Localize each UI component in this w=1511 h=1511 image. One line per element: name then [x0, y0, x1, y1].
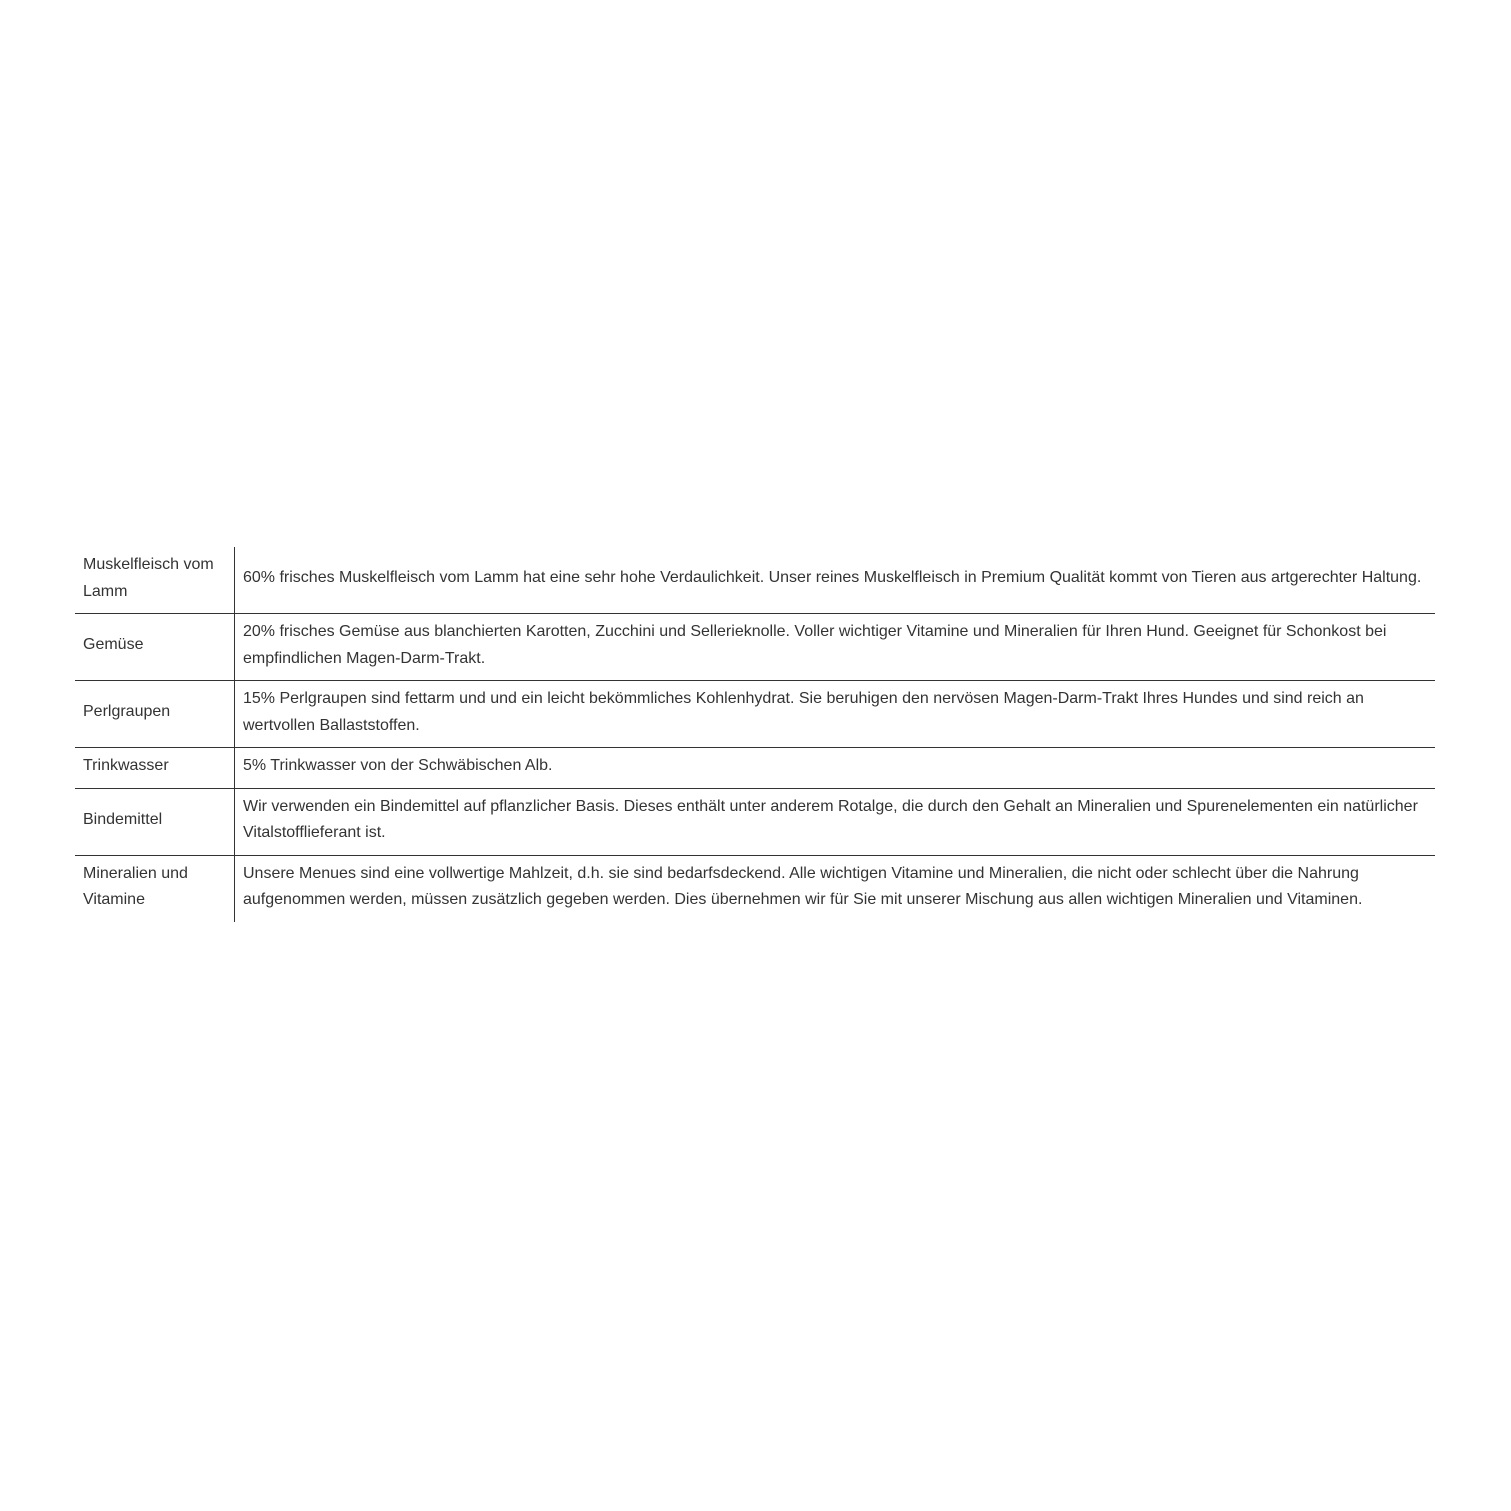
ingredient-name: Muskelfleisch vom Lamm [75, 547, 235, 614]
ingredient-description: 60% frisches Muskelfleisch vom Lamm hat eine sehr hohe Verdaulichkeit. Unser reines Muskelfleisch in Premium Qualität kommt von Tieren aus artgerechter Haltung. [235, 547, 1436, 614]
ingredient-name: Mineralien und Vitamine [75, 855, 235, 922]
ingredient-description: 15% Perlgraupen sind fettarm und und ein leicht bekömmliches Kohlenhydrat. Sie beruhigen den nervösen Magen-Darm-Trakt Ihres Hundes und sind reich an wertvollen Ballaststoffen. [235, 681, 1436, 748]
table-row [75, 788, 1435, 855]
ingredient-description: 5% Trinkwasser von der Schwäbischen Alb. [235, 748, 1436, 789]
ingredient-description: 20% frisches Gemüse aus blanchierten Karotten, Zucchini und Sellerieknolle. Voller wichtiger Vitamine und Mineralien für Ihren Hund. Geeignet für Schonkost bei empfindlichen Magen-Darm-Trakt. [235, 614, 1436, 681]
table-row [75, 681, 1435, 748]
table-row [75, 547, 1435, 614]
ingredients-table [75, 547, 1435, 922]
ingredient-name: Perlgraupen [75, 681, 235, 748]
table-row [75, 614, 1435, 681]
table-row [75, 748, 1435, 789]
ingredient-name: Bindemittel [75, 788, 235, 855]
table-row [75, 855, 1435, 922]
ingredient-description: Wir verwenden ein Bindemittel auf pflanzlicher Basis. Dieses enthält unter anderem Rotalge, die durch den Gehalt an Mineralien und Spurenelementen ein natürlicher Vitalstofflieferant ist. [235, 788, 1436, 855]
ingredient-name: Trinkwasser [75, 748, 235, 789]
ingredient-description: Unsere Menues sind eine vollwertige Mahlzeit, d.h. sie sind bedarfsdeckend. Alle wichtigen Vitamine und Mineralien, die nicht oder schlecht über die Nahrung aufgenommen werden, müssen zusätzlich gegeben werden. Dies übernehmen wir für Sie mit unserer Mischung aus allen wichtigen Mineralien und Vitaminen. [243, 864, 1363, 908]
ingredient-name: Gemüse [75, 614, 235, 681]
